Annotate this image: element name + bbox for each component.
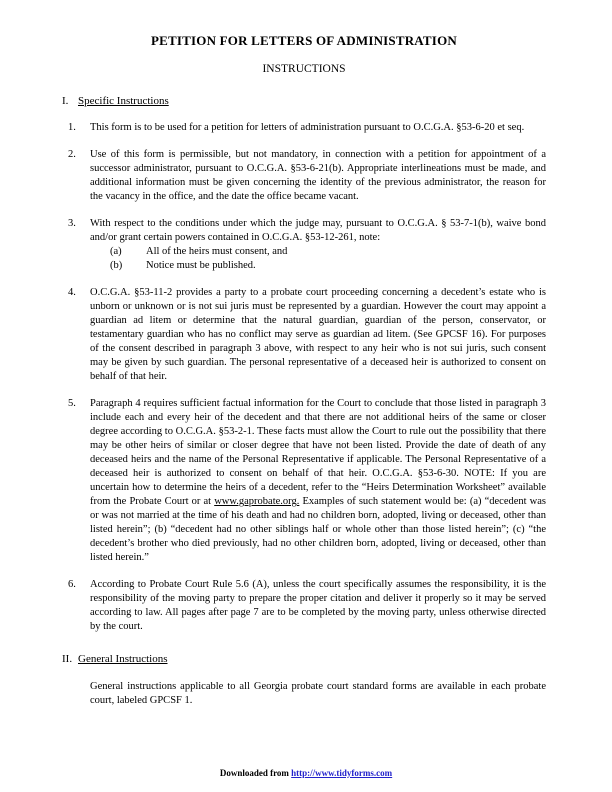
item-number: 3. [68,218,76,229]
general-instructions-paragraph: General instructions applicable to all Georgia probate court standard forms are available in each probate court, labeled GPCSF 1. [90,681,546,706]
item-number: 1. [68,122,76,133]
subitem-number: (a) [110,246,122,257]
section-heading-specific [62,94,546,108]
subitem-list [90,245,546,273]
section-heading-label: Specific Instructions [78,95,169,107]
item-text [90,397,546,565]
tidyforms-link[interactable]: http://www.tidyforms.com [291,768,393,778]
item-text: This form is to be used for a petition for letters of administration pursuant to O.C.G.A. §53-6-20 et seq. [90,122,525,133]
subitem-text: All of the heirs must consent, and [146,246,288,257]
subitem-a [110,245,546,259]
footer-prefix: Downloaded from [219,768,292,778]
instruction-item-2 [68,148,546,204]
section-numeral: I. [62,95,69,107]
item-number: 5. [68,398,76,409]
instruction-item-6 [68,578,546,634]
gaprobate-link[interactable]: www.gaprobate.org. [214,496,300,507]
item-text: According to Probate Court Rule 5.6 (A), unless the court specifically assumes the responsibility, it is the responsibility of the moving party to prepare the proper citation and deliver it properly so it may be served according to law. All pages after page 7 are to be completed by the moving party, unless otherwise directed by the court. [90,579,546,632]
item-number: 4. [68,287,76,298]
item-text: Use of this form is permissible, but not mandatory, in connection with a petition for appointment of a successor administrator, pursuant to O.C.G.A. §53-6-21(b). Appropriate interlineations must be made, and additional information must be given concerning the identity of the previous administrator, the reason for the vacancy in the office, and the date the office became vacant. [90,149,546,202]
item-number: 2. [68,149,76,160]
section-heading-general [62,652,546,666]
item-text: O.C.G.A. §53-11-2 provides a party to a probate court proceeding concerning a decedent’s estate who is unborn or unknown or is not sui juris must be represented by a guardian. However the court may appoint a guardian ad litem or determine that the natural guardian, guardian of the person, conservator, or testamentary guardian who has no conflict may serve as guardian ad litem. (See GPCSF 16). For purposes of the consent described in paragraph 3 above, with respect to any heir who is not sui juris, such consent may be given by such guardian. The personal representative of a deceased heir is authorized to consent on behalf of that heir. [90,287,546,382]
subitem-b [110,259,546,273]
item-text-after-link: Examples of such statement would be: (a) “decedent was or was not married at the time of his death and had no children born, adopted, living or deceased, other than listed herein”; (b) “decedent had no other siblings half or whole other than those listed herein”; (c) “the decedent’s brother who died previously, had no other children born, adopted, living or deceased, other than listed herein.” [90,496,546,563]
instruction-item-3 [68,217,546,273]
page-title: PETITION FOR LETTERS OF ADMINISTRATION [151,33,457,48]
item-text-lead: With respect to the conditions under which the judge may, pursuant to O.C.G.A. § 53-7-1(b), waive bond and/or grant certain powers contained in O.C.G.A. §53-12-261, note: [90,218,546,243]
instruction-item-1 [68,121,546,135]
page-subtitle: INSTRUCTIONS [262,63,346,75]
instruction-item-4 [68,286,546,384]
subitem-number: (b) [110,260,123,271]
item-text-before-link: Paragraph 4 requires sufficient factual information for the Court to conclude that those listed in paragraph 3 include each and every heir of the decedent and that there are not additional heirs of the same or closer degree according to O.C.G.A. §53-2-1. These facts must allow the Court to rule out the possibility that there may be other heirs of similar or closer degree that have not been listed. Provide the date of death of any deceased heirs and the name of the Personal Representative if applicable. The Personal Representative of a deceased heir is authorized to consent on behalf of that heir. O.C.G.A. §53-6-30. NOTE: If you are uncertain how to determine the heirs of a decedent, refer to the “Heirs Determination Worksheet” available from the Probate Court or at [90,398,546,507]
item-text [90,217,546,273]
page-footer [0,766,612,780]
section-heading-label: General Instructions [78,653,168,665]
item-number: 6. [68,579,76,590]
subitem-text: Notice must be published. [146,260,256,271]
instruction-item-5 [68,397,546,565]
section-numeral: II. [62,653,73,665]
